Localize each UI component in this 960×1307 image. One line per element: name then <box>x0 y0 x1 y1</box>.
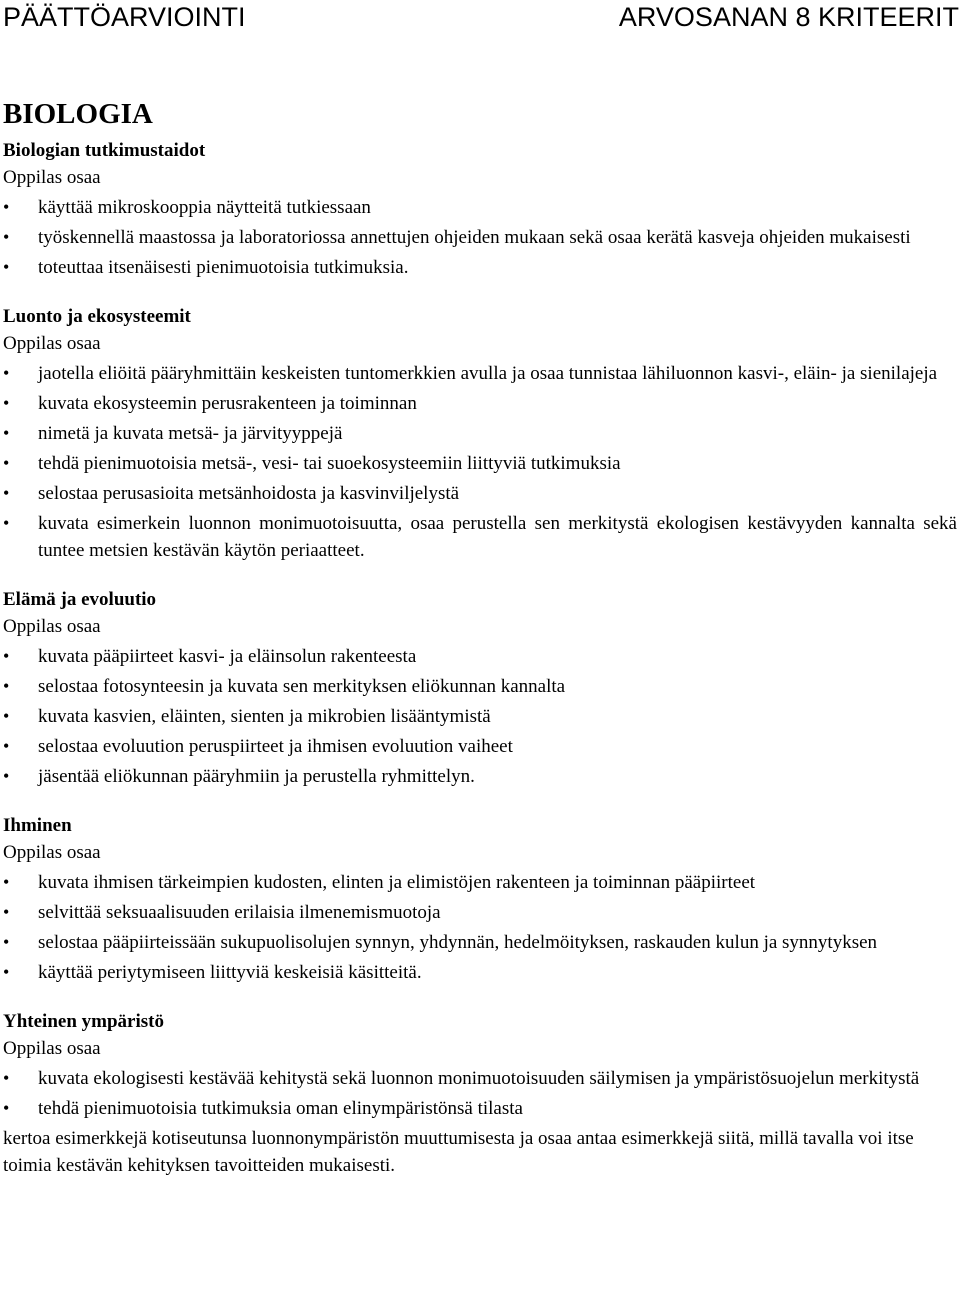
list-item <box>3 643 957 670</box>
section-subtitle: Oppilas osaa <box>3 167 101 188</box>
section-human <box>3 812 957 986</box>
list-item-text: selostaa fotosynteesin ja kuvata sen merkityksen eliökunnan kannalta <box>38 676 566 697</box>
section-subtitle: Oppilas osaa <box>3 616 101 637</box>
bullet-icon: • <box>3 706 10 726</box>
section-life-evolution <box>3 586 957 790</box>
section-title: Ihminen <box>3 815 72 836</box>
criteria-list <box>3 1065 957 1122</box>
section-shared-environment <box>3 1008 957 1179</box>
section-nature-ecosystems <box>3 303 957 564</box>
section-subtitle: Oppilas osaa <box>3 333 101 354</box>
list-item-text: käyttää mikroskooppia näytteitä tutkiessaan <box>38 197 371 218</box>
list-item-text: kuvata esimerkein luonnon monimuotoisuutta, osaa perustella sen merkitystä ekologisen kestävyyden kannalta sekä tuntee metsien kestävän käytön periaatteet. <box>38 513 957 561</box>
bullet-icon: • <box>3 483 10 503</box>
list-item-text: selvittää seksuaalisuuden erilaisia ilmenemismuotoja <box>38 902 441 923</box>
bullet-icon: • <box>3 962 10 982</box>
list-item-text: tehdä pienimuotoisia tutkimuksia oman elinympäristönsä tilasta <box>38 1098 523 1119</box>
section-subtitle: Oppilas osaa <box>3 1038 101 1059</box>
list-item <box>3 480 957 507</box>
bullet-icon: • <box>3 902 10 922</box>
list-item <box>3 929 957 956</box>
list-item <box>3 899 957 926</box>
section-research-skills <box>3 137 957 281</box>
list-item-text: jäsentää eliökunnan pääryhmiin ja perustella ryhmittelyn. <box>38 766 475 787</box>
list-item-text: jaotella eliöitä pääryhmittäin keskeisten tuntomerkkien avulla ja osaa tunnistaa lähiluonnon kasvi-, eläin- ja sienilajeja <box>38 363 938 384</box>
list-item <box>3 733 957 760</box>
bullet-icon: • <box>3 872 10 892</box>
list-item-text: kuvata ekologisesti kestävää kehitystä sekä luonnon monimuotoisuuden säilymisen ja ympäristösuojelun merkitystä <box>38 1068 920 1089</box>
page-header <box>3 4 957 38</box>
list-item <box>3 673 957 700</box>
list-item-text: kuvata ekosysteemin perusrakenteen ja toiminnan <box>38 393 417 414</box>
list-item <box>3 1095 957 1122</box>
section-subtitle: Oppilas osaa <box>3 842 101 863</box>
list-item <box>3 510 957 564</box>
bullet-icon: • <box>3 197 10 217</box>
bullet-icon: • <box>3 736 10 756</box>
bullet-icon: • <box>3 423 10 443</box>
header-criteria: ARVOSANAN 8 KRITEERIT <box>618 2 959 32</box>
sections <box>3 137 957 1200</box>
list-item-text: selostaa evoluution peruspiirteet ja ihmisen evoluution vaiheet <box>38 736 513 757</box>
list-item <box>3 703 957 730</box>
criteria-list <box>3 194 957 281</box>
bullet-icon: • <box>3 363 10 383</box>
list-item <box>3 390 957 417</box>
list-item <box>3 1065 957 1092</box>
section-title: Luonto ja ekosysteemit <box>3 306 191 327</box>
bullet-icon: • <box>3 453 10 473</box>
subject-title: BIOLOGIA <box>3 98 153 130</box>
list-item-text: nimetä ja kuvata metsä- ja järvityyppejä <box>38 423 343 444</box>
bullet-icon: • <box>3 1068 10 1088</box>
bullet-icon: • <box>3 227 10 247</box>
list-item-text: kuvata pääpiirteet kasvi- ja eläinsolun rakenteesta <box>38 646 417 667</box>
bullet-icon: • <box>3 766 10 786</box>
list-item-text: kuvata ihmisen tärkeimpien kudosten, elinten ja elimistöjen rakenteen ja toiminnan pääpiirteet <box>38 872 756 893</box>
list-item-text: tehdä pienimuotoisia metsä-, vesi- tai suoekosysteemiin liittyviä tutkimuksia <box>38 453 621 474</box>
bullet-icon: • <box>3 646 10 666</box>
bullet-icon: • <box>3 393 10 413</box>
header-title: PÄÄTTÖARVIOINTI <box>3 2 246 32</box>
criteria-list <box>3 869 957 986</box>
criteria-list <box>3 643 957 790</box>
section-title: Biologian tutkimustaidot <box>3 140 206 161</box>
list-item-text: toteuttaa itsenäisesti pienimuotoisia tutkimuksia. <box>38 257 409 278</box>
bullet-icon: • <box>3 513 10 533</box>
closing-paragraph: kertoa esimerkkejä kotiseutunsa luonnonympäristön muuttumisesta ja osaa antaa esimerkkejä siitä, millä tavalla voi itse toimia kestävän kehityksen tavoitteiden mukaisesti. <box>3 1128 914 1176</box>
list-item <box>3 224 957 251</box>
bullet-icon: • <box>3 257 10 277</box>
list-item-text: käyttää periytymiseen liittyviä keskeisiä käsitteitä. <box>38 962 422 983</box>
section-title: Yhteinen ympäristö <box>3 1011 164 1032</box>
list-item <box>3 194 957 221</box>
criteria-list <box>3 360 957 564</box>
list-item-text: kuvata kasvien, eläinten, sienten ja mikrobien lisääntymistä <box>38 706 491 727</box>
list-item <box>3 959 957 986</box>
list-item <box>3 420 957 447</box>
list-item-text: selostaa perusasioita metsänhoidosta ja kasvinviljelystä <box>38 483 460 504</box>
bullet-icon: • <box>3 1098 10 1118</box>
list-item <box>3 254 957 281</box>
list-item <box>3 450 957 477</box>
bullet-icon: • <box>3 932 10 952</box>
bullet-icon: • <box>3 676 10 696</box>
list-item <box>3 360 957 387</box>
list-item-text: työskennellä maastossa ja laboratoriossa annettujen ohjeiden mukaan sekä osaa kerätä kasveja ohjeiden mukaisesti <box>38 227 911 248</box>
list-item <box>3 763 957 790</box>
list-item-text: selostaa pääpiirteissään sukupuolisolujen synnyn, yhdynnän, hedelmöityksen, raskauden kulun ja synnytyksen <box>38 932 878 953</box>
section-title: Elämä ja evoluutio <box>3 589 157 610</box>
list-item <box>3 869 957 896</box>
